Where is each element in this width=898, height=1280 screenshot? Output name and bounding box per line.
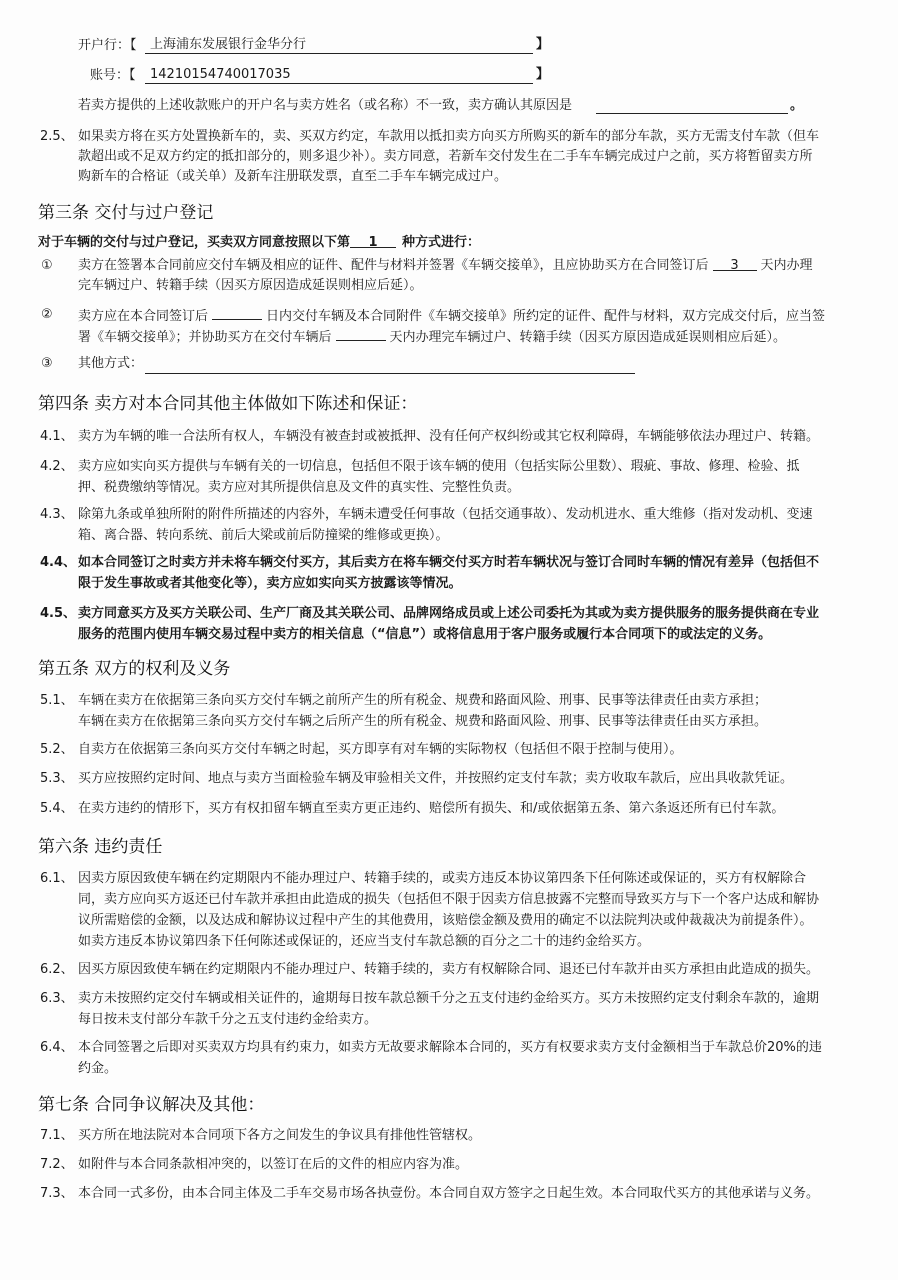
clause-line: 卖方未按照约定交付车辆或相关证件的，逾期每日按车款总额千分之五支付违约金给买方。买方未按照约定支付剩余车款的，逾期 [78, 991, 820, 1006]
bank-value: 上海浦东发展银行金华分行 [150, 37, 307, 52]
mismatch-blank [596, 113, 788, 114]
clause-line: 限于发生事故或者其他变化等），卖方应如实向买方披露该等情况。 [78, 576, 462, 591]
clause-line: 卖方同意买方及买方关联公司、生产厂商及其关联公司、品牌网络成员或上述公司委托为其或为卖方提供服务的服务提供商在专业 [78, 606, 820, 621]
delivery-method-value: 1 [350, 233, 396, 248]
account-label: 账号：【 [90, 68, 136, 83]
bank-underline [145, 53, 533, 54]
option-3-label: 其他方式： [78, 356, 144, 371]
clause-line: 自卖方在依据第三条向买方交付车辆之时起，买方即享有对车辆的实际物权（包括但不限于控制与使用）。 [78, 742, 683, 757]
clause-2-5-line: 款超出或不足双方约定的抵扣部分的，则多退少补）。卖方同意，若新车交付发生在二手车车辆完成过户之前，买方将暂留卖方所 [78, 149, 813, 164]
account-value: 14210154740017035 [150, 67, 291, 82]
bank-close-bracket: 】 [536, 37, 550, 52]
clause-number: 6.2、 [40, 962, 74, 977]
clause-number: 5.1、 [40, 693, 74, 708]
clause-line: 在卖方违约的情形下，买方有权扣留车辆直至卖方更正违约、赔偿所有损失、和/或依据第五条、第六条返还所有已付车款。 [78, 801, 785, 816]
clause-number: 6.1、 [40, 871, 74, 886]
clause-line: 因买方原因致使车辆在约定期限内不能办理过户、转籍手续的，卖方有权解除合同、退还已付车款并由买方承担由此造成的损失。 [78, 962, 820, 977]
clause-number: 7.3、 [40, 1186, 74, 1201]
clause-number: 7.2、 [40, 1157, 74, 1172]
bank-label: 开户行：【 [78, 38, 137, 53]
account-close-bracket: 】 [536, 67, 550, 82]
clause-line: 如本合同签订之时卖方并未将车辆交付买方，其后卖方在将车辆交付买方时若车辆状况与签订合同时车辆的情况有差异（包括但不 [78, 555, 820, 570]
clause-line: 议所需赔偿的金额，以及达成和解协议过程中产生的其他费用，该赔偿金额及费用的确定不以法院判决或仲裁裁决为前提条件）。 [78, 913, 813, 928]
clause-line: 如附件与本合同条款相冲突的，以签订在后的文件的相应内容为准。 [78, 1157, 469, 1172]
clause-line: 如卖方违反本协议第四条下任何陈述或保证的，还应当支付车款总额的百分之二十的违约金给买方。 [78, 934, 651, 949]
section-4-title: 第四条 卖方对本合同其他主体做如下陈述和保证： [38, 394, 418, 414]
clause-line: 买方应按照约定时间、地点与卖方当面检验车辆及审验相关文件，并按照约定支付车款；卖方收取车款后，应出具收款凭证。 [78, 771, 794, 786]
option-3-blank [145, 373, 635, 374]
section-7-title: 第七条 合同争议解决及其他： [38, 1095, 265, 1115]
mismatch-end: 。 [790, 98, 804, 113]
clause-number: 4.5、 [40, 606, 77, 621]
option-1-marker: ① [41, 258, 53, 273]
mismatch-text: 若卖方提供的上述收款账户的开户名与卖方姓名（或名称）不一致，卖方确认其原因是 [78, 98, 573, 113]
clause-line: 卖方应如实向买方提供与车辆有关的一切信息，包括但不限于该车辆的使用（包括实际公里数）、瑕疵、事故、修理、检验、抵 [78, 459, 800, 474]
clause-number: 7.1、 [40, 1128, 74, 1143]
clause-line: 车辆在卖方在依据第三条向买方交付车辆之后所产生的所有税金、规费和路面风险、刑事、民事等法律责任由买方承担。 [78, 714, 768, 729]
section-3-intro: 对于车辆的交付与过户登记，买卖双方同意按照以下第 1 种方式进行： [38, 235, 481, 250]
clause-line: 买方所在地法院对本合同项下各方之间发生的争议具有排他性管辖权。 [78, 1128, 482, 1143]
clause-line: 押、税费缴纳等情况。卖方应对其所提供信息及文件的真实性、完整性负责。 [78, 480, 521, 495]
clause-number: 5.2、 [40, 742, 74, 757]
clause-line: 本合同签署之后即对买卖双方均具有约束力，如卖方无故要求解除本合同的，买方有权要求卖方支付金额相当于车款总价20%的违 [78, 1040, 822, 1055]
clause-line: 除第九条或单独所附的附件所描述的内容外，车辆未遭受任何事故（包括交通事故）、发动机进水、重大维修（指对发动机、变速 [78, 507, 813, 522]
clause-number: 6.3、 [40, 991, 74, 1006]
option-3-marker: ③ [41, 356, 53, 371]
account-underline [145, 83, 533, 84]
clause-number: 4.3、 [40, 507, 74, 522]
clause-line: 卖方为车辆的唯一合法所有权人，车辆没有被查封或被抵押、没有任何产权纠纷或其它权利障碍，车辆能够依法办理过户、转籍。 [78, 429, 820, 444]
section-3-title: 第三条 交付与过户登记 [38, 203, 214, 223]
clause-2-5-line: 如果卖方将在买方处置换新车的，卖、买双方约定，车款用以抵扣卖方向买方所购买的新车的部分车款，买方无需支付车款（但车 [78, 129, 820, 144]
clause-number: 4.2、 [40, 459, 74, 474]
clause-line: 同，卖方应向买方返还已付车款并承担由此造成的损失（包括但不限于因卖方信息披露不完整而导致买方与下一个客户达成和解协 [78, 892, 820, 907]
option-2-line: 卖方应在本合同签订后 日内交付车辆及本合同附件《车辆交接单》所约定的证件、配件与材料，双方完成交付后，应当签 [78, 305, 825, 327]
clause-line: 箱、离合器、转向系统、前后大梁或前后防撞梁的维修或更换）。 [78, 528, 449, 543]
clause-number: 6.4、 [40, 1040, 74, 1055]
clause-number: 4.4、 [40, 555, 77, 570]
clause-line: 车辆在卖方在依据第三条向买方交付车辆之前所产生的所有税金、规费和路面风险、刑事、民事等法律责任由卖方承担； [78, 693, 768, 708]
option-2-transfer-days [336, 326, 386, 341]
section-6-title: 第六条 违约责任 [38, 837, 163, 857]
option-2-marker: ② [41, 307, 53, 322]
clause-2-5-number: 2.5、 [40, 129, 74, 144]
section-5-title: 第五条 双方的权利及义务 [38, 659, 231, 679]
clause-line: 本合同一式多份，由本合同主体及二手车交易市场各执壹份。本合同自双方签字之日起生效。本合同取代买方的其他承诺与义务。 [78, 1186, 820, 1201]
option-2-delivery-days [212, 305, 262, 320]
clause-number: 5.4、 [40, 801, 74, 816]
clause-line: 约金。 [78, 1061, 118, 1076]
option-2-line: 署《车辆交接单》；并协助买方在交付车辆后 天内办理完车辆过户、转籍手续（因买方原因造成延误则相应后延）。 [78, 326, 786, 348]
option-1-line: 完车辆过户、转籍手续（因买方原因造成延误则相应后延）。 [78, 278, 423, 293]
clause-line: 每日按未支付部分车款千分之五支付违约金给卖方。 [78, 1012, 378, 1027]
clause-number: 5.3、 [40, 771, 74, 786]
clause-line: 服务的范围内使用车辆交易过程中卖方的相关信息（“信息”）或将信息用于客户服务或履行本合同项下的或法定的义务。 [78, 627, 772, 642]
clause-2-5-line: 购新车的合格证（或关单）及新车注册联发票，直至二手车车辆完成过户。 [78, 169, 508, 184]
clause-line: 因卖方原因致使车辆在约定期限内不能办理过户、转籍手续的，或卖方违反本协议第四条下任何陈述或保证的，买方有权解除合 [78, 871, 807, 886]
clause-number: 4.1、 [40, 429, 74, 444]
option-1-line: 卖方在签署本合同前应交付车辆及相应的证件、配件与材料并签署《车辆交接单》，且应协助买方在合同签订后 3 天内办理 [78, 258, 813, 273]
option-1-days: 3 [713, 256, 757, 271]
